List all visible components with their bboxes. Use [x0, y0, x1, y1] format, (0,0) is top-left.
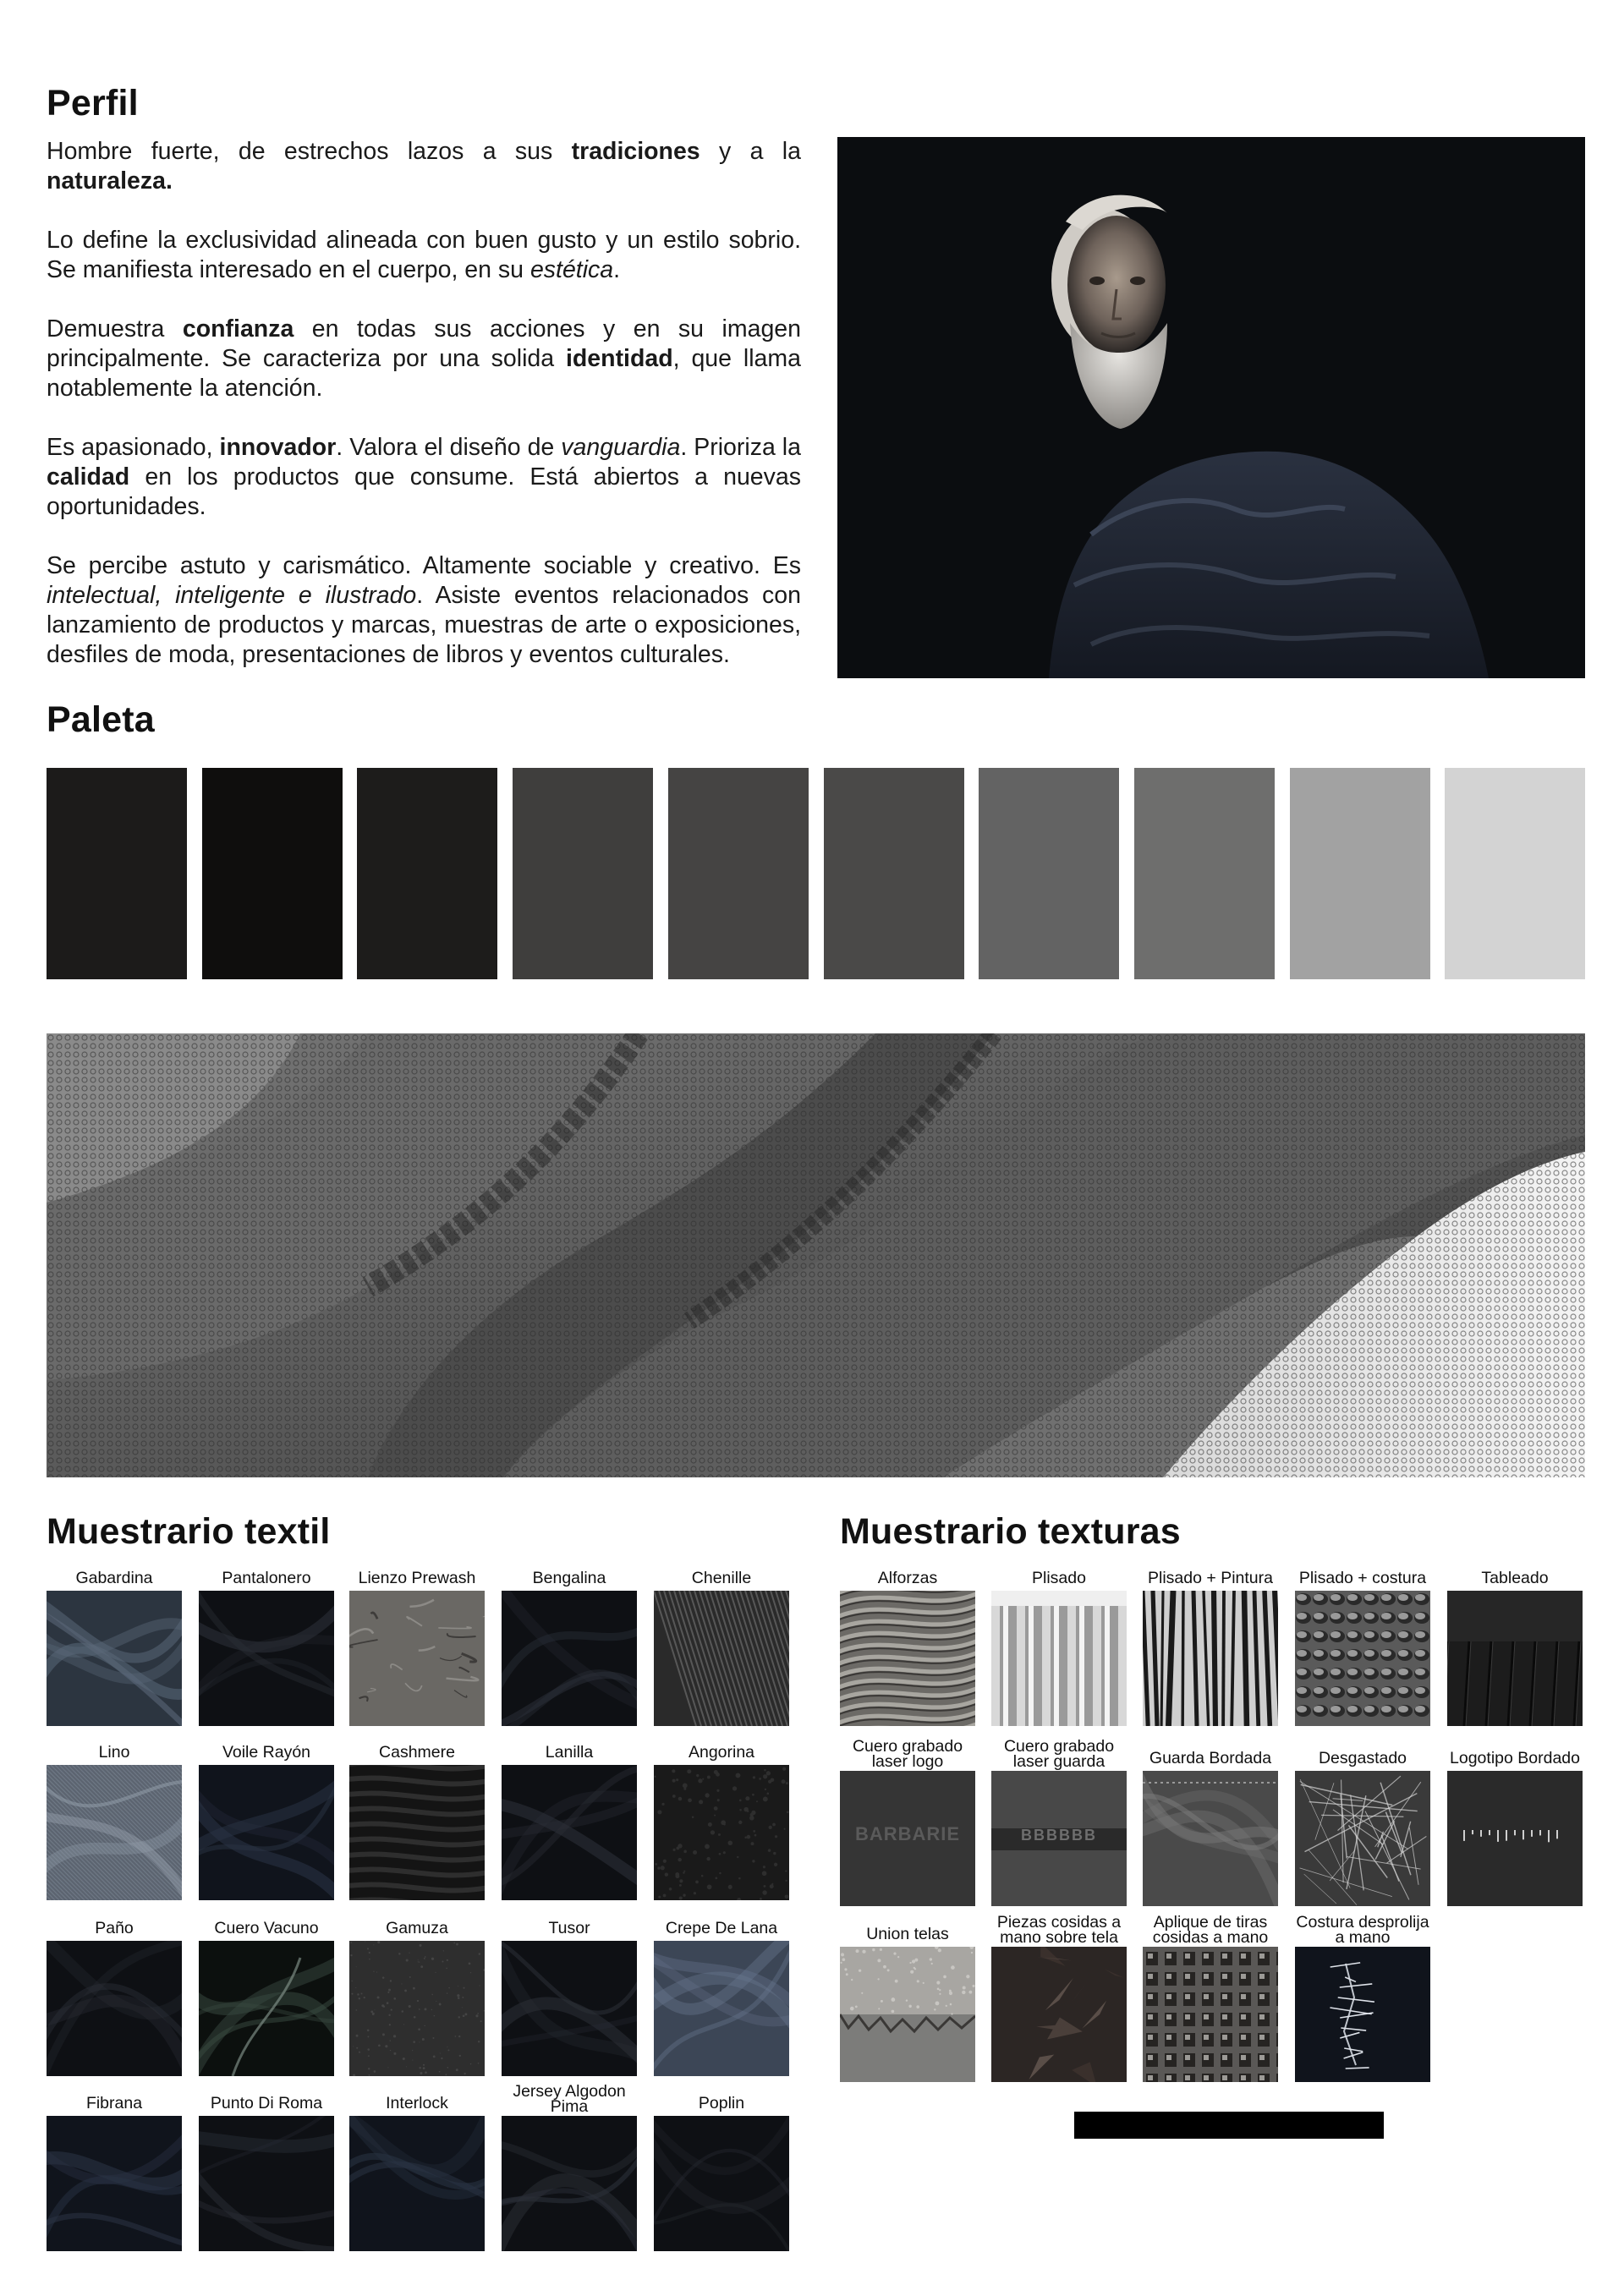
textile-sample-swatch	[349, 1765, 485, 1900]
palette-swatch-3	[357, 768, 497, 979]
textile-sample-label: Bengalina	[532, 1569, 606, 1587]
texture-sample-swatch	[1295, 1591, 1430, 1726]
texture-sample-label: Desgastado	[1318, 1749, 1407, 1767]
textile-sample-label: Interlock	[386, 2094, 448, 2112]
textile-sample-label: Gamuza	[386, 1919, 448, 1937]
palette-swatch-5	[668, 768, 809, 979]
textile-sample-swatch	[349, 2116, 485, 2251]
palette-swatch-1	[47, 768, 187, 979]
texture-sample-label: Aplique de tiras cosidas a mano	[1152, 1913, 1269, 1947]
textile-sample-swatch	[199, 1941, 334, 2076]
texture-sample-swatch	[1143, 1771, 1278, 1906]
textile-sample-label: Tusor	[548, 1919, 590, 1937]
profile-heading: Perfil	[47, 83, 139, 123]
textile-sample-label: Paño	[95, 1919, 134, 1937]
textile-sample-swatch	[199, 1591, 334, 1726]
profile-paragraph-5: Se percibe astuto y carismático. Altamente sociable y creativo. Es intelectual, inteligente e ilustrado. Asiste eventos relacionados con lanzamiento de productos y marcas, muestras de arte o exposiciones, desfiles de moda, presentaciones de libros y eventos culturales.	[47, 552, 801, 668]
textile-samples-heading: Muestrario textil	[47, 1511, 331, 1552]
textile-sample-label: Lino	[98, 1743, 130, 1762]
textile-sample-label: Angorina	[688, 1743, 755, 1762]
textile-sample-label: Chenille	[691, 1569, 752, 1587]
palette-swatch-2	[202, 768, 343, 979]
redaction-bar	[1074, 2112, 1384, 2139]
textile-sample-swatch	[199, 2116, 334, 2251]
portrait-photo	[837, 137, 1585, 678]
knit-texture-photo	[47, 1033, 1585, 1477]
profile-paragraph-1: Hombre fuerte, de estrechos lazos a sus tradiciones y a la naturaleza.	[47, 138, 801, 195]
textile-sample-swatch	[349, 1941, 485, 2076]
texture-sample-label: Plisado	[1032, 1569, 1086, 1587]
profile-paragraph-4: Es apasionado, innovador. Valora el diseño de vanguardia. Prioriza la calidad en los productos que consume. Está abiertos a nuevas oportunidades.	[47, 434, 801, 520]
texture-sample-label: Plisado + costura	[1298, 1569, 1427, 1587]
palette-swatch-10	[1445, 768, 1585, 979]
profile-paragraph-3: Demuestra confianza en todas sus acciones y en su imagen principalmente. Se caracteriza por una solida identidad, que llama notablemente la atención.	[47, 315, 801, 402]
texture-sample-label: Cuero grabado laser guarda	[1003, 1737, 1115, 1771]
textile-sample-swatch	[502, 1591, 637, 1726]
texture-samples-heading: Muestrario texturas	[840, 1511, 1181, 1552]
palette-swatch-8	[1134, 768, 1275, 979]
texture-sample-swatch	[840, 1591, 975, 1726]
textile-sample-swatch	[502, 1941, 637, 2076]
texture-sample-engraved-text: BARBARIE	[854, 1823, 961, 1844]
textile-sample-swatch	[654, 1941, 789, 2076]
texture-sample-label: Piezas cosidas a mano sobre tela	[996, 1913, 1122, 1947]
textile-sample-label: Jersey Algodon Pima	[513, 2082, 626, 2116]
texture-sample-swatch	[1295, 1947, 1430, 2082]
textile-sample-label: Gabardina	[75, 1569, 153, 1587]
texture-sample-swatch	[1295, 1771, 1430, 1906]
texture-sample-label: Tableado	[1481, 1569, 1549, 1587]
palette-swatch-9	[1290, 768, 1430, 979]
texture-sample-swatch	[1143, 1947, 1278, 2082]
texture-sample-swatch	[840, 1947, 975, 2082]
textile-sample-label: Crepe De Lana	[665, 1919, 778, 1937]
textile-sample-label: Punto Di Roma	[210, 2094, 323, 2112]
texture-sample-swatch	[991, 1947, 1127, 2082]
textile-sample-swatch	[47, 1765, 182, 1900]
texture-sample-swatch	[840, 1771, 975, 1906]
color-palette	[47, 768, 1585, 979]
texture-sample-label: Plisado + Pintura	[1148, 1569, 1273, 1587]
palette-swatch-6	[824, 768, 964, 979]
texture-sample-swatch	[991, 1771, 1127, 1906]
texture-sample-label: Guarda Bordada	[1149, 1749, 1272, 1767]
texture-sample-swatch	[991, 1591, 1127, 1726]
textile-sample-swatch	[47, 1591, 182, 1726]
texture-sample-label: Alforzas	[877, 1569, 938, 1587]
palette-swatch-4	[513, 768, 653, 979]
palette-heading: Paleta	[47, 699, 155, 740]
textile-sample-label: Cashmere	[379, 1743, 455, 1762]
texture-sample-swatch	[1447, 1771, 1583, 1906]
textile-sample-swatch	[654, 1591, 789, 1726]
textile-sample-swatch	[654, 2116, 789, 2251]
textile-sample-label: Fibrana	[85, 2094, 143, 2112]
textile-sample-label: Lienzo Prewash	[358, 1569, 476, 1587]
textile-sample-label: Pantalonero	[222, 1569, 311, 1587]
textile-sample-label: Voile Rayón	[222, 1743, 311, 1762]
textile-sample-swatch	[654, 1765, 789, 1900]
profile-paragraph-2: Lo define la exclusividad alineada con buen gusto y un estilo sobrio. Se manifiesta interesado en el cuerpo, en su estética.	[47, 227, 801, 283]
texture-sample-label: Union telas	[866, 1925, 949, 1943]
textile-sample-swatch	[47, 2116, 182, 2251]
textile-sample-label: Lanilla	[545, 1743, 594, 1762]
textile-sample-swatch	[47, 1941, 182, 2076]
texture-sample-label: Logotipo Bordado	[1450, 1749, 1580, 1767]
textile-sample-swatch	[349, 1591, 485, 1726]
palette-swatch-7	[979, 768, 1119, 979]
texture-sample-label: Cuero grabado laser logo	[852, 1737, 963, 1771]
texture-sample-swatch	[1143, 1591, 1278, 1726]
textile-sample-label: Cuero Vacuno	[214, 1919, 319, 1937]
texture-sample-engraved-text: BBBBBB	[1021, 1827, 1097, 1844]
texture-sample-swatch	[1447, 1591, 1583, 1726]
texture-sample-label: Costura desprolija a mano	[1296, 1913, 1429, 1947]
textile-sample-swatch	[502, 2116, 637, 2251]
profile-text	[47, 137, 801, 670]
textile-sample-swatch	[502, 1765, 637, 1900]
textile-sample-swatch	[199, 1765, 334, 1900]
textile-sample-label: Poplin	[698, 2094, 745, 2112]
